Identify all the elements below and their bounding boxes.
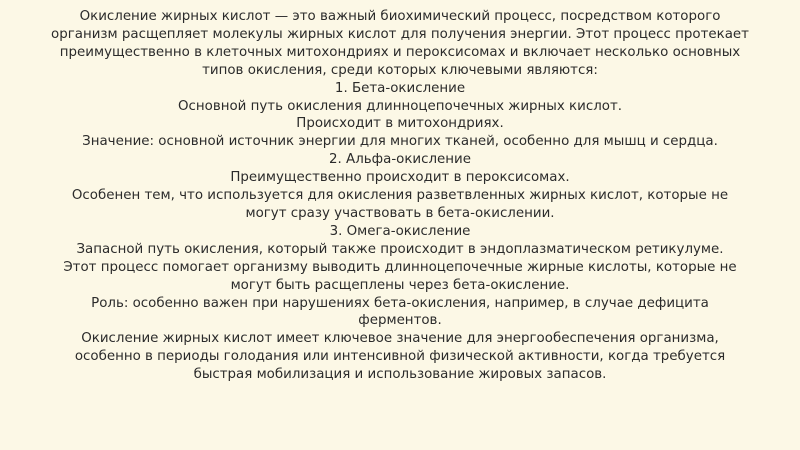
conclusion-paragraph: Окисление жирных кислот имеет ключевое значение для энергообеспечения организма, особенно в периоды голодания или интенсивной физической активности, когда требуется быстрая мобилизация и использование жировых запасов. <box>74 331 726 383</box>
heading-omega-oxidation: 3. Омега-окисление <box>329 223 471 239</box>
beta-description: Основной путь окисления длинноцепочечных жирных кислот. <box>177 98 623 114</box>
beta-location: Происходит в митохондриях. <box>296 116 504 132</box>
heading-beta-oxidation: 1. Бета-окисление <box>334 80 466 96</box>
omega-description: Запасной путь окисления, который также происходит в эндоплазматическом ретикулуме. <box>76 241 724 257</box>
alpha-location: Преимущественно происходит в пероксисомах. <box>230 170 570 186</box>
heading-alpha-oxidation: 2. Альфа-окисление <box>329 152 471 168</box>
alpha-feature: Особенен тем, что используется для окисления разветвленных жирных кислот, которые не могут сразу участвовать в бета-окислении. <box>71 188 729 221</box>
intro-paragraph: Окисление жирных кислот — это важный биохимический процесс, посредством которого организм расщепляет молекулы жирных кислот для получения энергии. Этот процесс протекает преимущественно в клеточных митохондриях и пероксисомах и включает несколько основных типов окисления, среди которых ключевыми являются: <box>51 9 749 78</box>
omega-function: Этот процесс помогает организму выводить длинноцепочечные жирные кислоты, которые не могут быть расщеплены через бета-окисление. <box>63 259 737 293</box>
beta-significance: Значение: основной источник энергии для многих тканей, особенно для мышц и сердца. <box>82 134 718 150</box>
document-text <box>50 8 750 384</box>
omega-role: Роль: особенно важен при нарушениях бета-окисления, например, в случае дефицита ферментов. <box>91 295 709 329</box>
